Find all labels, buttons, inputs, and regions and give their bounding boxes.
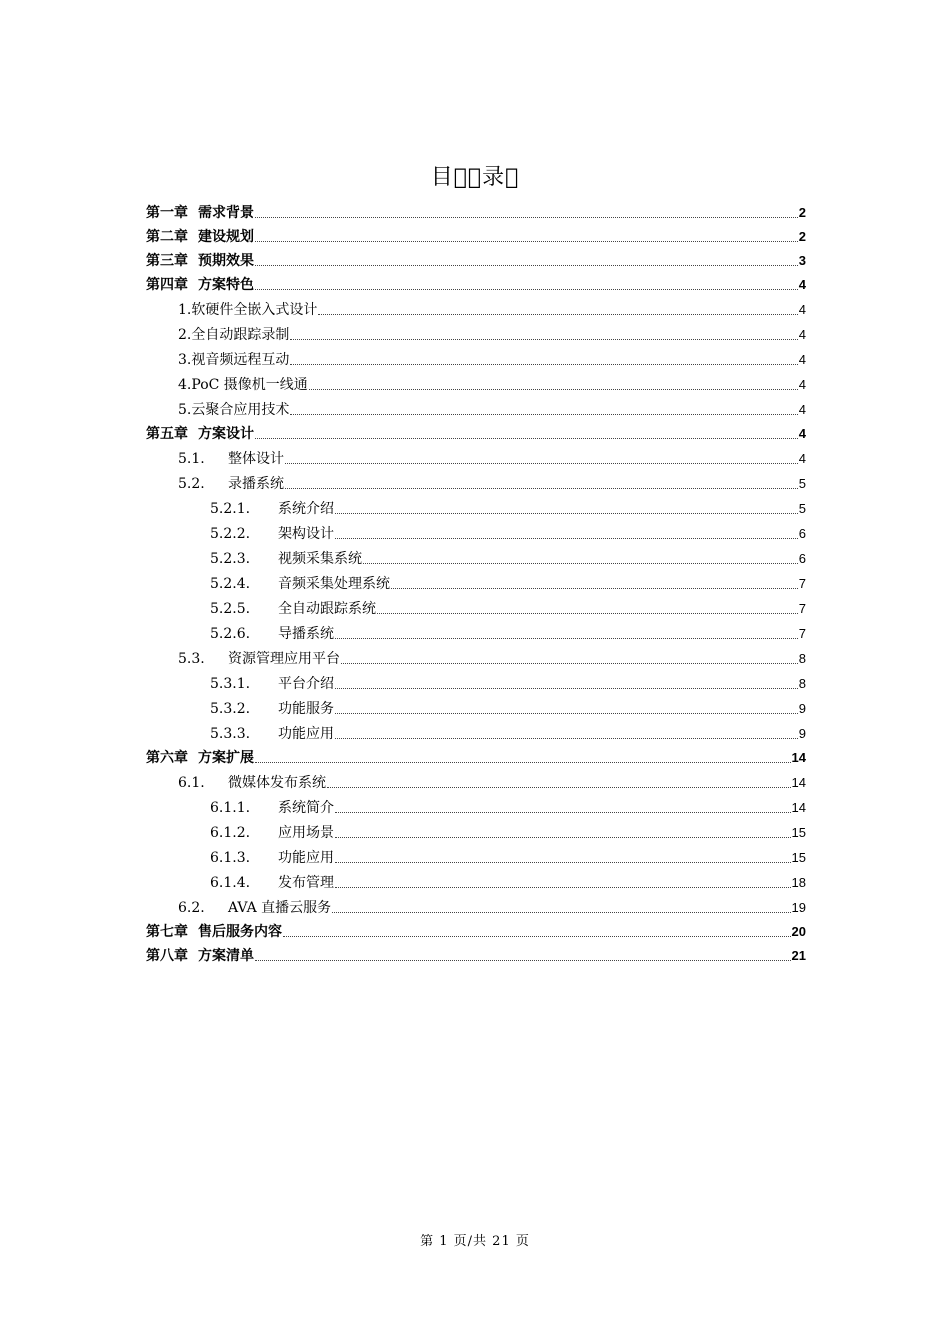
toc-entry[interactable]: [146, 746, 806, 770]
toc-entry-number: 第七章: [146, 924, 188, 940]
dot-leader: [255, 240, 798, 242]
toc-entry-label: [210, 547, 362, 572]
dot-leader: [255, 264, 798, 266]
toc-entry[interactable]: [146, 347, 806, 372]
toc-entry-number: 6.1.2.: [210, 825, 251, 841]
toc-entry-text: 建设规划: [198, 229, 254, 245]
toc-entry-page: 6: [798, 526, 806, 541]
toc-entry-label: [210, 722, 334, 747]
dot-leader: [335, 886, 791, 888]
toc-entry[interactable]: [146, 845, 806, 870]
toc-entry-label: [210, 796, 334, 821]
dot-leader: [290, 413, 797, 415]
toc-entry-page: 3: [798, 253, 806, 268]
dot-leader: [285, 462, 798, 464]
toc-entry-number: 第四章: [146, 277, 188, 293]
toc-entry-label: [178, 771, 326, 796]
dot-leader: [335, 836, 791, 838]
toc-title: 目  录 : [430, 165, 520, 190]
toc-entry-page: 19: [791, 900, 806, 915]
toc-entry[interactable]: [146, 895, 806, 920]
toc-entry-page: 18: [791, 875, 806, 890]
dot-leader: [335, 861, 791, 863]
toc-entry[interactable]: [146, 820, 806, 845]
toc-entry-page: 4: [798, 377, 806, 392]
dot-leader: [335, 637, 798, 639]
toc-entry-number: 6.1.1.: [210, 800, 251, 816]
toc-entry[interactable]: [146, 397, 806, 422]
toc-entry-text: 方案清单: [198, 948, 254, 964]
dot-leader: [283, 935, 791, 937]
toc-entry-page: 7: [798, 576, 806, 591]
toc-entry-label: [210, 697, 334, 722]
toc-entry-page: 4: [798, 451, 806, 466]
toc-entry-label: [146, 944, 254, 968]
toc-entry[interactable]: [146, 446, 806, 471]
toc-entry-text: 2.全自动跟踪录制: [178, 327, 290, 343]
dot-leader: [309, 388, 798, 390]
toc-entry-text: 微媒体发布系统: [228, 775, 326, 791]
toc-entry-page: 4: [798, 302, 806, 317]
toc-entry-text: 3.视音频远程互动: [178, 352, 290, 368]
toc-entry-label: [210, 622, 334, 647]
toc-entry[interactable]: [146, 795, 806, 820]
toc-entry[interactable]: [146, 696, 806, 721]
toc-entry-page: 5: [798, 501, 806, 516]
toc-entry-number: 5.2.1.: [210, 501, 251, 517]
toc-entry-number: 第三章: [146, 253, 188, 269]
dot-leader: [255, 959, 791, 961]
toc-entry[interactable]: [146, 422, 806, 446]
toc-entry[interactable]: [146, 646, 806, 671]
toc-entry-page: 4: [798, 426, 806, 441]
toc-entry-number: 第六章: [146, 750, 188, 766]
toc-entry-label: [178, 373, 308, 398]
toc-entry[interactable]: [146, 471, 806, 496]
toc-entry-page: 14: [791, 750, 806, 765]
toc-entry-label: [210, 821, 334, 846]
toc-entry-label: [210, 572, 390, 597]
toc-entry[interactable]: [146, 944, 806, 968]
dot-leader: [377, 612, 798, 614]
toc-entry-number: 第一章: [146, 205, 188, 221]
dot-leader: [335, 811, 791, 813]
toc-entry-page: 5: [798, 476, 806, 491]
dot-leader: [335, 712, 798, 714]
toc-entry-number: 6.1.3.: [210, 850, 251, 866]
toc-entry-number: 6.1.4.: [210, 875, 251, 891]
toc-entry-label: [146, 249, 254, 273]
toc-entry-page: 8: [798, 651, 806, 666]
toc-entry-page: 21: [791, 948, 806, 963]
dot-leader: [391, 587, 798, 589]
toc-entry-page: 15: [791, 825, 806, 840]
toc-entry[interactable]: [146, 322, 806, 347]
toc-entry-text: 音频采集处理系统: [278, 576, 390, 592]
toc-entry-label: [178, 647, 340, 672]
toc-entry-page: 14: [791, 800, 806, 815]
toc-entry-label: [146, 422, 254, 446]
toc-entry[interactable]: [146, 249, 806, 273]
toc-entry-text: 功能应用: [278, 850, 334, 866]
toc-entry-label: [210, 846, 334, 871]
toc-entry-page: 6: [798, 551, 806, 566]
dot-leader: [255, 437, 798, 439]
toc-entry[interactable]: [146, 721, 806, 746]
toc-entry-label: [178, 348, 289, 373]
toc-entry-text: 导播系统: [278, 626, 334, 642]
toc-entry-number: 5.2.3.: [210, 551, 251, 567]
toc-entry-number: 5.3.1.: [210, 676, 251, 692]
toc-entry-number: 5.2.: [178, 476, 205, 492]
toc-entry-text: 方案特色: [198, 277, 254, 293]
toc-entry-text: 预期效果: [198, 253, 254, 269]
toc-entry-text: 发布管理: [278, 875, 334, 891]
toc-entry-number: 5.2.6.: [210, 626, 251, 642]
toc-entry-label: [146, 225, 254, 249]
toc-entry-number: 5.2.4.: [210, 576, 251, 592]
toc-entry-label: [146, 920, 282, 944]
toc-entry-label: [210, 672, 334, 697]
toc-entry-page: 9: [798, 701, 806, 716]
toc-entry[interactable]: [146, 201, 806, 225]
toc-entry-text: 架构设计: [278, 526, 334, 542]
toc-entry-text: 功能应用: [278, 726, 334, 742]
toc-entry-page: 7: [798, 626, 806, 641]
toc-entry-page: 9: [798, 726, 806, 741]
toc-entry-page: 2: [798, 205, 806, 220]
toc-entry-label: [146, 273, 254, 297]
toc-entry-text: 全自动跟踪系统: [278, 601, 376, 617]
toc-entry-page: 4: [798, 327, 806, 342]
toc-entry-number: 5.3.2.: [210, 701, 251, 717]
toc-entry[interactable]: [146, 920, 806, 944]
toc-entry[interactable]: [146, 571, 806, 596]
dot-leader: [335, 687, 798, 689]
toc-entry-number: 5.3.3.: [210, 726, 251, 742]
toc-entry-number: 6.1.: [178, 775, 205, 791]
toc-entry-number: 第八章: [146, 948, 188, 964]
toc-entry-number: 5.2.2.: [210, 526, 251, 542]
toc-entry-label: [178, 472, 284, 497]
dot-leader: [335, 512, 798, 514]
toc-entry-number: 6.2.: [178, 900, 205, 916]
toc-entry[interactable]: [146, 546, 806, 571]
toc-entry-text: 资源管理应用平台: [228, 651, 340, 667]
toc-entry-number: 5.3.: [178, 651, 205, 667]
toc-entry-text: AVA 直播云服务: [228, 900, 332, 916]
toc-entry-text: 方案设计: [198, 426, 254, 442]
toc-entry-label: [178, 447, 284, 472]
toc-entry[interactable]: [146, 770, 806, 795]
toc-entry-text: 4.PoC 摄像机一线通: [178, 377, 308, 393]
dot-leader: [255, 288, 798, 290]
toc-entry-text: 售后服务内容: [198, 924, 282, 940]
toc-entry-label: [210, 597, 376, 622]
toc-entry-label: [146, 746, 254, 770]
toc-entry[interactable]: [146, 273, 806, 297]
dot-leader: [290, 363, 797, 365]
toc-entry-text: 录播系统: [228, 476, 284, 492]
toc-entry-text: 方案扩展: [198, 750, 254, 766]
toc-entry-page: 8: [798, 676, 806, 691]
table-of-contents: [146, 201, 806, 968]
toc-entry-label: [210, 522, 334, 547]
toc-entry-text: 5.云聚合应用技术: [178, 402, 290, 418]
dot-leader: [255, 216, 798, 218]
dot-leader: [290, 338, 797, 340]
toc-entry[interactable]: [146, 870, 806, 895]
toc-entry-text: 1.软硬件全嵌入式设计: [178, 302, 318, 318]
toc-entry-text: 需求背景: [198, 205, 254, 221]
toc-entry-label: [178, 398, 289, 423]
toc-entry-page: 4: [798, 352, 806, 367]
dot-leader: [255, 761, 791, 763]
toc-entry-page: 4: [798, 402, 806, 417]
toc-entry-page: 2: [798, 229, 806, 244]
toc-entry[interactable]: [146, 496, 806, 521]
toc-entry[interactable]: [146, 621, 806, 646]
toc-entry-label: [178, 298, 317, 323]
toc-entry-number: 第二章: [146, 229, 188, 245]
dot-leader: [285, 487, 798, 489]
dot-leader: [363, 562, 798, 564]
toc-entry-number: 第五章: [146, 426, 188, 442]
toc-entry-number: 5.2.5.: [210, 601, 251, 617]
page-footer: 第 1 页/共 21 页: [420, 1234, 530, 1249]
toc-entry-text: 应用场景: [278, 825, 334, 841]
toc-entry[interactable]: [146, 297, 806, 322]
dot-leader: [341, 662, 798, 664]
toc-entry-label: [178, 896, 331, 921]
toc-entry-label: [210, 871, 334, 896]
toc-entry-label: [210, 497, 334, 522]
toc-entry-text: 功能服务: [278, 701, 334, 717]
toc-entry-text: 平台介绍: [278, 676, 334, 692]
toc-entry[interactable]: [146, 225, 806, 249]
toc-entry-page: 4: [798, 277, 806, 292]
toc-entry-label: [146, 201, 254, 225]
toc-entry-page: 15: [791, 850, 806, 865]
toc-entry-page: 14: [791, 775, 806, 790]
dot-leader: [318, 313, 797, 315]
toc-entry-text: 系统介绍: [278, 501, 334, 517]
toc-entry-text: 系统简介: [278, 800, 334, 816]
toc-entry-number: 5.1.: [178, 451, 205, 467]
toc-entry[interactable]: [146, 596, 806, 621]
dot-leader: [327, 786, 791, 788]
toc-entry-text: 整体设计: [228, 451, 284, 467]
toc-entry-label: [178, 323, 289, 348]
toc-entry-text: 视频采集系统: [278, 551, 362, 567]
dot-leader: [335, 537, 798, 539]
dot-leader: [332, 911, 790, 913]
toc-entry[interactable]: [146, 671, 806, 696]
toc-entry[interactable]: [146, 521, 806, 546]
toc-entry-page: 7: [798, 601, 806, 616]
dot-leader: [335, 737, 798, 739]
toc-entry[interactable]: [146, 372, 806, 397]
toc-entry-page: 20: [791, 924, 806, 939]
